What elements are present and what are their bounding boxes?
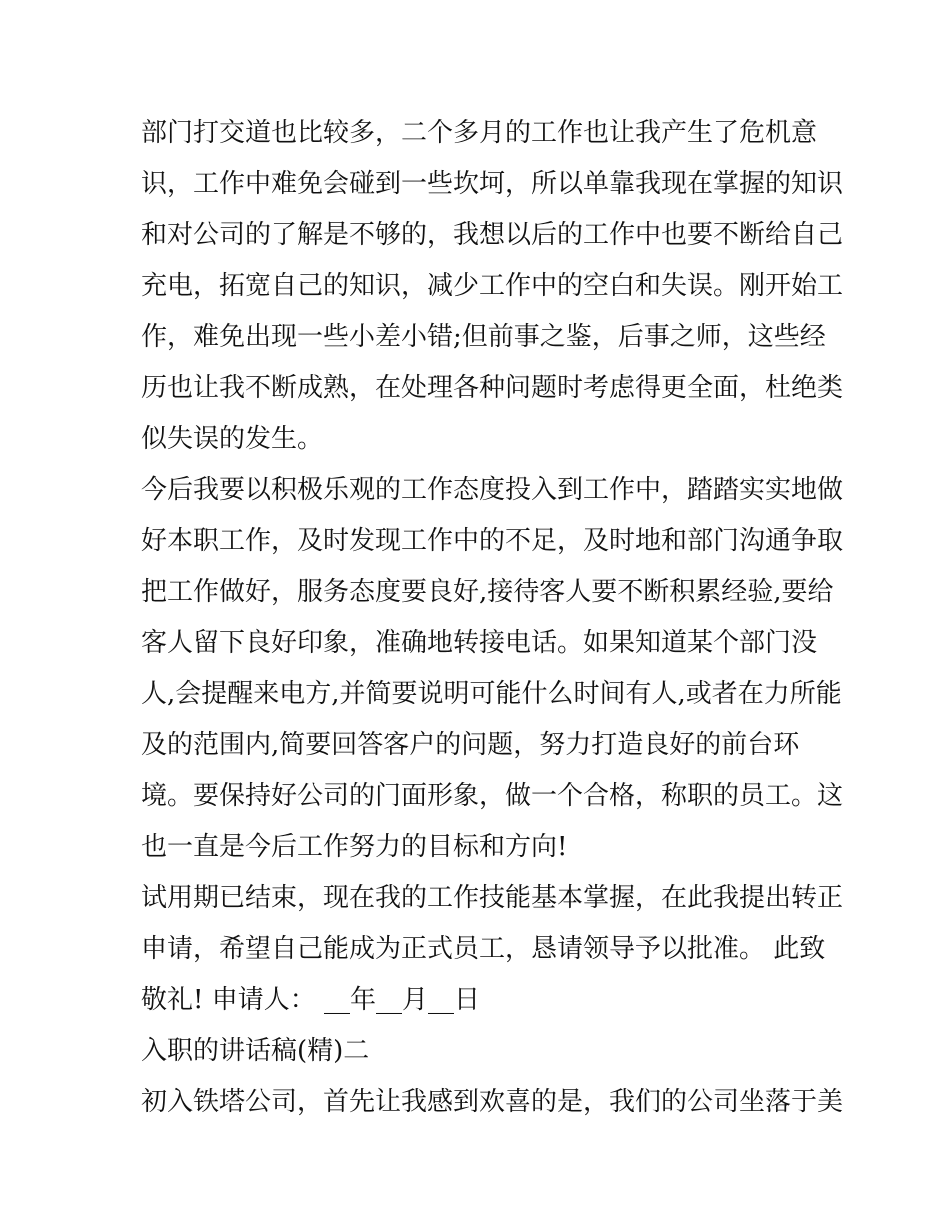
text-line-17: 申请，希望自己能成为正式员工，恳请领导予以批准。 此致: [141, 934, 826, 964]
text-line-6: 历也让我不断成熟，在处理各种问题时考虑得更全面，杜绝类: [141, 373, 844, 403]
section-heading: 入职的讲话稿(精)二: [141, 1036, 370, 1066]
text-line-16: 试用期已结束，现在我的工作技能基本掌握，在此我提出转正: [141, 883, 844, 913]
text-line-2: 识，工作中难免会碰到一些坎坷，所以单靠我现在掌握的知识: [141, 169, 844, 199]
text-line-12: 人,会提醒来电方,并简要说明可能什么时间有人,或者在力所能: [141, 679, 842, 709]
text-line-5: 作，难免出现一些小差小错;但前事之鉴，后事之师，这些经: [141, 322, 826, 352]
text-line-4: 充电，拓宽自己的知识，减少工作中的空白和失误。刚开始工: [141, 271, 844, 301]
text-line-18: 敬礼! 申请人： __年__月__日: [141, 985, 480, 1015]
text-line-13: 及的范围内,简要回答客户的问题，努力打造良好的前台环: [141, 730, 800, 760]
document-body: [141, 108, 844, 1128]
text-line-20: 初入铁塔公司，首先让我感到欢喜的是，我们的公司坐落于美: [141, 1087, 844, 1117]
text-line-15: 也一直是今后工作努力的目标和方向!: [141, 832, 568, 862]
text-line-3: 和对公司的了解是不够的，我想以后的工作中也要不断给自己: [141, 220, 844, 250]
text-line-11: 客人留下良好印象，准确地转接电话。如果知道某个部门没: [141, 628, 818, 658]
text-line-7: 似失误的发生。: [141, 424, 324, 454]
text-line-9: 好本职工作，及时发现工作中的不足，及时地和部门沟通争取: [141, 526, 844, 556]
text-line-10: 把工作做好，服务态度要良好,接待客人要不断积累经验,要给: [141, 577, 834, 607]
text-line-8: 今后我要以积极乐观的工作态度投入到工作中，踏踏实实地做: [141, 475, 844, 505]
text-line-1: 部门打交道也比较多，二个多月的工作也让我产生了危机意: [141, 118, 818, 148]
text-line-14: 境。要保持好公司的门面形象，做一个合格，称职的员工。这: [141, 781, 844, 811]
